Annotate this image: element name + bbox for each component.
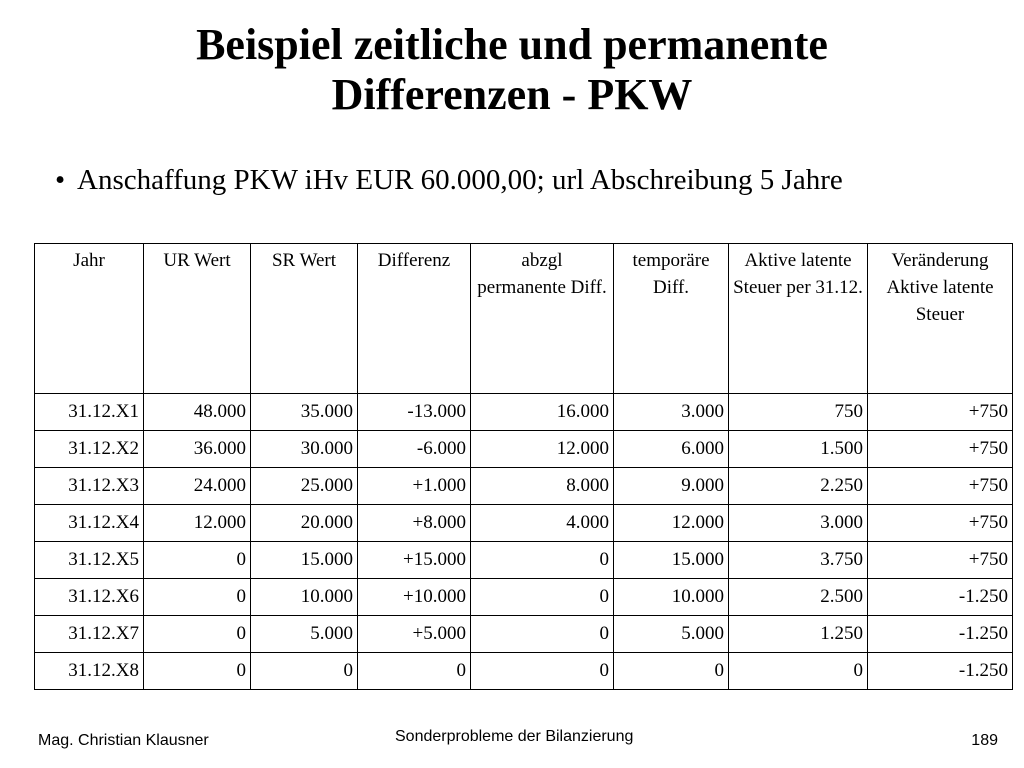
value-cell: +1.000 — [358, 468, 471, 505]
value-cell: 16.000 — [471, 394, 614, 431]
year-cell: 31.12.X1 — [35, 394, 144, 431]
value-cell: 1.500 — [729, 431, 868, 468]
value-cell: 1.250 — [729, 616, 868, 653]
value-cell: 2.500 — [729, 579, 868, 616]
slide-title-line-1: Beispiel zeitliche und permanente — [196, 20, 828, 69]
value-cell: +15.000 — [358, 542, 471, 579]
value-cell: +750 — [868, 542, 1013, 579]
footer-author: Mag. Christian Klausner — [38, 732, 209, 749]
value-cell: 0 — [471, 653, 614, 690]
year-cell: 31.12.X3 — [35, 468, 144, 505]
value-cell: 750 — [729, 394, 868, 431]
value-cell: 5.000 — [614, 616, 729, 653]
value-cell: -1.250 — [868, 579, 1013, 616]
header-cell: Jahr — [35, 244, 144, 394]
value-cell: 3.000 — [614, 394, 729, 431]
value-cell: +750 — [868, 505, 1013, 542]
value-cell: 2.250 — [729, 468, 868, 505]
value-cell: 15.000 — [614, 542, 729, 579]
value-cell: 12.000 — [471, 431, 614, 468]
value-cell: -1.250 — [868, 616, 1013, 653]
value-cell: -13.000 — [358, 394, 471, 431]
table-row — [35, 505, 1013, 542]
year-cell: 31.12.X4 — [35, 505, 144, 542]
value-cell: 0 — [144, 616, 251, 653]
value-cell: 0 — [729, 653, 868, 690]
slide-title-line-2: Differenzen - PKW — [331, 70, 693, 119]
value-cell: 10.000 — [251, 579, 358, 616]
value-cell: 12.000 — [614, 505, 729, 542]
table-row — [35, 542, 1013, 579]
value-cell: 3.000 — [729, 505, 868, 542]
value-cell: 6.000 — [614, 431, 729, 468]
value-cell: +5.000 — [358, 616, 471, 653]
year-cell: 31.12.X7 — [35, 616, 144, 653]
value-cell: 0 — [614, 653, 729, 690]
value-cell: +10.000 — [358, 579, 471, 616]
footer-topic: Sonderprobleme der Bilanzierung — [395, 728, 634, 745]
value-cell: 24.000 — [144, 468, 251, 505]
value-cell: +750 — [868, 468, 1013, 505]
year-cell: 31.12.X5 — [35, 542, 144, 579]
value-cell: 5.000 — [251, 616, 358, 653]
value-cell: 9.000 — [614, 468, 729, 505]
value-cell: 20.000 — [251, 505, 358, 542]
year-cell: 31.12.X6 — [35, 579, 144, 616]
header-cell: UR Wert — [144, 244, 251, 394]
bullet-point — [55, 162, 915, 199]
header-cell: SR Wert — [251, 244, 358, 394]
header-cell: abzgl permanente Diff. — [471, 244, 614, 394]
table-row — [35, 431, 1013, 468]
value-cell: 25.000 — [251, 468, 358, 505]
value-cell: 30.000 — [251, 431, 358, 468]
value-cell: +8.000 — [358, 505, 471, 542]
value-cell: 0 — [471, 542, 614, 579]
table-row — [35, 468, 1013, 505]
value-cell: 36.000 — [144, 431, 251, 468]
footer-page-number: 189 — [971, 732, 998, 749]
bullet-text: Anschaffung PKW iHv EUR 60.000,00; url Abschreibung 5 Jahre — [77, 164, 843, 196]
year-cell: 31.12.X8 — [35, 653, 144, 690]
slide-title — [0, 20, 1024, 120]
value-cell: 0 — [144, 542, 251, 579]
value-cell: 3.750 — [729, 542, 868, 579]
value-cell: +750 — [868, 394, 1013, 431]
value-cell: 4.000 — [471, 505, 614, 542]
table-row — [35, 616, 1013, 653]
table-row — [35, 653, 1013, 690]
value-cell: +750 — [868, 431, 1013, 468]
tax-difference-table — [34, 243, 1013, 690]
header-cell: temporäre Diff. — [614, 244, 729, 394]
year-cell: 31.12.X2 — [35, 431, 144, 468]
table-row — [35, 579, 1013, 616]
header-cell: Aktive latente Steuer per 31.12. — [729, 244, 868, 394]
value-cell: 0 — [471, 579, 614, 616]
bullet-dot-icon: • — [55, 164, 66, 196]
value-cell: 0 — [471, 616, 614, 653]
value-cell: 35.000 — [251, 394, 358, 431]
header-cell: Differenz — [358, 244, 471, 394]
value-cell: 48.000 — [144, 394, 251, 431]
table-row — [35, 394, 1013, 431]
value-cell: 0 — [251, 653, 358, 690]
value-cell: 12.000 — [144, 505, 251, 542]
value-cell: 0 — [144, 579, 251, 616]
value-cell: 8.000 — [471, 468, 614, 505]
value-cell: -6.000 — [358, 431, 471, 468]
value-cell: 0 — [144, 653, 251, 690]
header-cell: Veränderung Aktive latente Steuer — [868, 244, 1013, 394]
value-cell: 10.000 — [614, 579, 729, 616]
value-cell: 15.000 — [251, 542, 358, 579]
value-cell: 0 — [358, 653, 471, 690]
table-header-row — [35, 244, 1013, 394]
value-cell: -1.250 — [868, 653, 1013, 690]
